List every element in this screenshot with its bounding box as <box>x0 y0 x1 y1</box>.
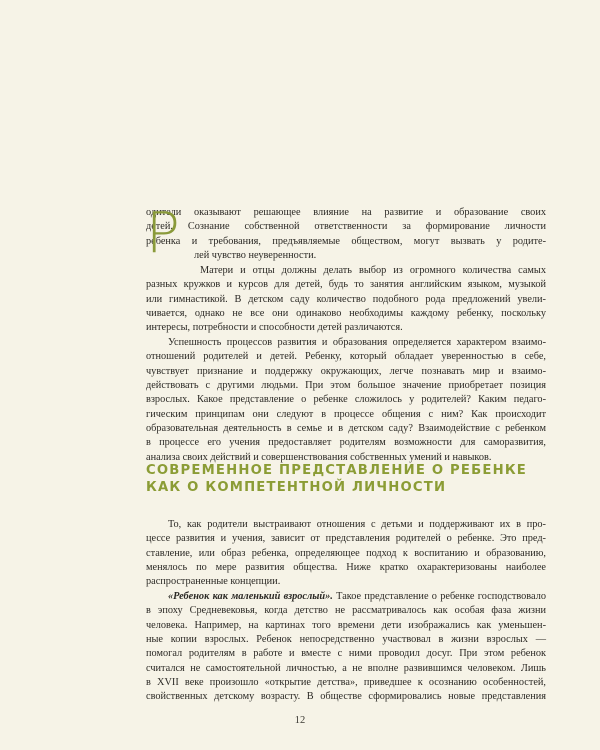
para5-line-6: считался не самостоятельной личностью, а не вполне развившимся человеком. Лишь <box>146 662 546 674</box>
para5-line-3: человека. Например, на картинах того времени дети изображались как уменьшен- <box>146 619 546 631</box>
para4-line-5: распространенные концепции. <box>146 576 281 588</box>
paragraph-concepts <box>146 518 546 590</box>
para3-line-9: анализа своих действий и совершенствования собственных умений и навыков. <box>146 451 492 463</box>
para3-line-3: чувствует признание и поддержку окружающих, легче познавать мир и взаимо- <box>146 365 546 377</box>
section-heading <box>146 462 546 496</box>
para2-line-1: Матери и отцы должны делать выбор из огромного количества самых <box>200 265 546 276</box>
section-heading-line-1: СОВРЕМЕННОЕ ПРЕДСТАВЛЕНИЕ О РЕБЕНКЕ <box>146 463 528 478</box>
intro-line-2: детей. Сознание собственной ответственности за формирование личности <box>146 221 546 233</box>
para3-line-2: отношений родителей и детей. Ребенку, который обладает уверенностью в себе, <box>146 351 546 363</box>
paragraph-choices <box>146 264 546 336</box>
para3-line-1: Успешность процессов развития и образования определяется характером взаимо- <box>168 337 546 348</box>
para4-line-2: цессе развития и учения, зависит от представления родителей о ребенке. Это пред- <box>146 533 546 545</box>
para3-line-8: в процессе его учения предоставляет родителям возможности для саморазвития, <box>146 437 546 449</box>
para4-line-1: То, как родители выстраивают отношения с детьми и поддерживают их в про- <box>168 519 546 530</box>
para3-line-5: взрослых. Какое представление о ребенке сложилось у родителей? Каким педаго- <box>146 394 546 406</box>
para3-line-6: гическим принципам они следуют в процессе общения с ним? Как происходит <box>146 408 546 420</box>
para5-line-1 <box>146 590 546 604</box>
section-heading-line-2: КАК О КОМПЕТЕНТНОЙ ЛИЧНОСТИ <box>146 480 447 495</box>
intro-paragraph <box>146 201 546 266</box>
para3-line-4: действовать с другими людьми. При этом большое значение приобретает позиция <box>146 380 546 392</box>
para2-line-5: интересы, потребности и способности детей различаются. <box>146 322 403 334</box>
page-number: 12 <box>294 715 306 726</box>
drop-cap-letter: Р <box>146 201 180 266</box>
paragraph-little-adult <box>146 590 546 705</box>
concept-term: «Ребенок как маленький взрослый». <box>168 591 333 602</box>
para2-line-2: разных кружков и курсов для детей, будь то занятия английским языком, музыкой <box>146 279 546 291</box>
para5-line-7: в XVII веке произошло «открытие детства», приведшее к осознанию особенностей, <box>146 677 546 689</box>
para5-line-2: в эпоху Средневековья, когда детство не рассматривалось как особая фаза жизни <box>146 605 546 617</box>
para4-line-4: менялось по мере развития общества. Ниже кратко охарактеризованы наиболее <box>146 562 546 574</box>
para2-line-4: чивается, однако не все они одинаково необходимы каждому ребенку, поскольку <box>146 308 546 320</box>
para5-line-4: ные копии взрослых. Ребенок непосредственно участвовал в жизни взрослых — <box>146 634 546 646</box>
intro-line-3: ребенка и требования, предъявляемые обществом, могут вызвать у родите- <box>146 235 546 247</box>
para5-line-8: свойственных детскому возрасту. В обществе сформировались новые представления <box>146 691 546 703</box>
para5-line-1-rest: Такое представление о ребенке господствовало <box>332 591 546 602</box>
intro-line-1: одители оказывают решающее влияние на развитие и образование своих <box>146 207 546 218</box>
para4-line-3: ставление, или образ ребенка, определяющее подход к воспитанию и образованию, <box>146 547 546 559</box>
paragraph-success <box>146 336 546 465</box>
intro-line-4: лей чувство неуверенности. <box>194 250 317 262</box>
para2-line-3: или гимнастикой. В детском саду количество подобного рода предложений увели- <box>146 293 546 305</box>
para5-line-5: помогал родителям в работе и вместе с ними проводил досуг. При этом ребенок <box>146 648 546 660</box>
para3-line-7: образовательная деятельность в семье и в детском саду? Взаимодействие с ребенком <box>146 423 546 435</box>
